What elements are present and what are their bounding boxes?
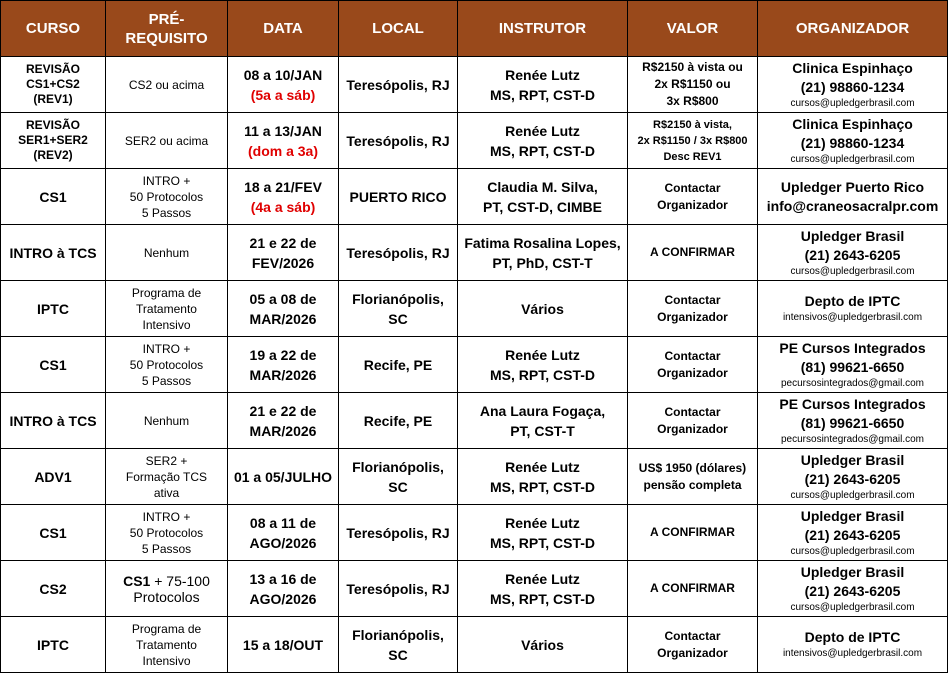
curso-line: CS1 xyxy=(39,356,67,373)
cell-pre-requisito xyxy=(106,617,228,673)
valor-line: R$2150 à vista ou xyxy=(642,60,743,74)
valor-line: 3x R$800 xyxy=(666,94,719,108)
instrutor-line: Ana Laura Fogaça, xyxy=(479,402,606,419)
cell-data xyxy=(228,169,339,225)
valor-line: Organizador xyxy=(657,421,728,436)
pre-line: INTRO + xyxy=(142,509,191,524)
valor-line: Organizador xyxy=(657,309,728,324)
table-row xyxy=(1,617,948,673)
cell-organizador xyxy=(758,449,948,505)
instrutor-line: PT, PhD, CST-T xyxy=(492,254,593,271)
pre-line: Intensivo xyxy=(142,317,191,332)
instrutor-line: MS, RPT, CST-D xyxy=(489,478,595,495)
instrutor-line: Renée Lutz xyxy=(505,458,580,475)
cell-curso xyxy=(1,113,106,169)
organizador-email: cursos@upledgerbrasil.com xyxy=(790,489,915,501)
table-row xyxy=(1,169,948,225)
cell-pre-requisito xyxy=(106,113,228,169)
organizador-phone: (81) 99621-6650 xyxy=(800,358,905,375)
cell-local xyxy=(339,393,458,449)
curso-line: REVISÃO xyxy=(25,118,80,132)
pre-line: Programa de xyxy=(131,621,202,636)
instrutor-line: MS, RPT, CST-D xyxy=(489,590,595,607)
cell-instrutor xyxy=(458,561,628,617)
local-line: Teresópolis, RJ xyxy=(346,580,450,597)
valor-line: 2x R$1150 / 3x R$800 xyxy=(637,134,748,147)
curso-line: REVISÃO xyxy=(25,62,80,76)
cell-data xyxy=(228,57,339,113)
cell-organizador xyxy=(758,393,948,449)
organizador-email: intensivos@upledgerbrasil.com xyxy=(782,648,923,659)
data-line: 21 e 22 de xyxy=(249,234,317,251)
cell-data xyxy=(228,281,339,337)
organizador-email: cursos@upledgerbrasil.com xyxy=(790,265,915,277)
cell-data xyxy=(228,225,339,281)
data-weekday-note: (4a a sáb) xyxy=(250,198,316,215)
cell-organizador xyxy=(758,281,948,337)
organizador-name: PE Cursos Integrados xyxy=(779,339,926,356)
pre-line: CS2 ou acima xyxy=(128,77,205,92)
organizador-name: Clinica Espinhaço xyxy=(792,59,913,76)
pre-line: 5 Passos xyxy=(141,373,192,388)
cell-organizador xyxy=(758,225,948,281)
pre-line: 5 Passos xyxy=(141,541,192,556)
organizador-phone: (21) 98860-1234 xyxy=(800,78,905,95)
cell-valor xyxy=(628,617,758,673)
valor-line: A CONFIRMAR xyxy=(650,581,735,595)
pre-line: Nenhum xyxy=(143,245,190,260)
cell-pre-requisito xyxy=(106,449,228,505)
cell-curso xyxy=(1,57,106,113)
curso-line: (REV1) xyxy=(33,92,73,106)
organizador-phone: (21) 2643-6205 xyxy=(804,246,901,263)
cell-local xyxy=(339,561,458,617)
cell-curso xyxy=(1,617,106,673)
cell-organizador xyxy=(758,337,948,393)
cell-valor xyxy=(628,561,758,617)
table-row xyxy=(1,57,948,113)
cell-curso xyxy=(1,393,106,449)
data-line: AGO/2026 xyxy=(249,590,317,607)
instrutor-line: MS, RPT, CST-D xyxy=(489,534,595,551)
local-line: PUERTO RICO xyxy=(349,188,447,205)
instrutor-line: Renée Lutz xyxy=(505,346,580,363)
valor-line: US$ 1950 (dólares) xyxy=(638,460,747,475)
organizador-email: pecursosintegrados@gmail.com xyxy=(781,433,924,445)
local-line: Florianópolis, xyxy=(352,626,444,643)
instrutor-line: Renée Lutz xyxy=(505,514,580,531)
pre-text: + 75-100 xyxy=(150,572,210,589)
cell-local xyxy=(339,57,458,113)
valor-line: pensão completa xyxy=(643,477,742,492)
cell-pre-requisito xyxy=(106,281,228,337)
data-line: 05 a 08 de xyxy=(249,290,317,307)
instrutor-line: Vários xyxy=(521,636,564,653)
pre-line xyxy=(108,573,225,589)
curso-line: IPTC xyxy=(37,636,69,653)
organizador-name: Upledger Brasil xyxy=(800,451,905,468)
valor-line: A CONFIRMAR xyxy=(650,245,735,259)
cell-instrutor xyxy=(458,113,628,169)
cell-pre-requisito xyxy=(106,393,228,449)
cell-local xyxy=(339,449,458,505)
table-row xyxy=(1,561,948,617)
local-line: Florianópolis, xyxy=(352,290,444,307)
curso-line: INTRO à TCS xyxy=(9,412,97,429)
organizador-email: cursos@upledgerbrasil.com xyxy=(790,545,915,557)
local-line: SC xyxy=(388,310,408,327)
pre-line: Tratamento xyxy=(136,637,197,652)
cell-organizador xyxy=(758,169,948,225)
pre-line: Nenhum xyxy=(143,413,190,428)
cell-instrutor xyxy=(458,393,628,449)
pre-line: 50 Protocolos xyxy=(129,357,204,372)
organizador-phone: (21) 98860-1234 xyxy=(800,134,905,151)
cell-local xyxy=(339,617,458,673)
valor-line: Contactar xyxy=(664,180,721,195)
table-row xyxy=(1,113,948,169)
cell-pre-requisito xyxy=(106,337,228,393)
cell-organizador xyxy=(758,561,948,617)
cell-data xyxy=(228,337,339,393)
valor-line: Contactar xyxy=(664,404,721,419)
table-row xyxy=(1,393,948,449)
header-pre-requisito xyxy=(106,1,228,57)
curso-line: CS1+CS2 xyxy=(26,77,80,91)
instrutor-line: PT, CST-D, CIMBE xyxy=(482,198,602,215)
pre-line: 50 Protocolos xyxy=(129,189,204,204)
pre-line: ativa xyxy=(153,485,180,500)
cell-valor xyxy=(628,225,758,281)
cell-pre-requisito xyxy=(106,561,228,617)
cell-curso xyxy=(1,449,106,505)
valor-line: A CONFIRMAR xyxy=(650,525,735,539)
pre-line: SER2 ou acima xyxy=(124,133,209,148)
instrutor-line: MS, RPT, CST-D xyxy=(489,142,595,159)
cell-valor xyxy=(628,169,758,225)
data-line: 15 a 18/OUT xyxy=(242,636,324,653)
header-instrutor: INSTRUTOR xyxy=(458,1,628,57)
organizador-phone: (21) 2643-6205 xyxy=(804,582,901,599)
cell-instrutor xyxy=(458,337,628,393)
cell-local xyxy=(339,225,458,281)
table-row xyxy=(1,337,948,393)
cell-valor xyxy=(628,113,758,169)
cell-local xyxy=(339,169,458,225)
instrutor-line: MS, RPT, CST-D xyxy=(489,366,595,383)
organizador-email: intensivos@upledgerbrasil.com xyxy=(782,312,923,323)
pre-line: Intensivo xyxy=(142,653,191,668)
valor-line: Contactar xyxy=(664,628,721,643)
organizador-phone: (21) 2643-6205 xyxy=(804,526,901,543)
valor-line: 2x R$1150 ou xyxy=(654,77,731,91)
organizador-name: Upledger Brasil xyxy=(800,227,905,244)
cell-curso xyxy=(1,169,106,225)
cell-data xyxy=(228,617,339,673)
header-row xyxy=(1,1,948,57)
cell-pre-requisito xyxy=(106,169,228,225)
valor-line: Organizador xyxy=(657,645,728,660)
cell-instrutor xyxy=(458,505,628,561)
pre-bold: CS1 xyxy=(123,572,151,589)
valor-line: R$2150 à vista, xyxy=(653,118,732,131)
organizador-phone: (21) 2643-6205 xyxy=(804,470,901,487)
cell-organizador xyxy=(758,505,948,561)
curso-line: INTRO à TCS xyxy=(9,244,97,261)
data-weekday-note: (5a a sáb) xyxy=(250,86,316,103)
cell-data xyxy=(228,393,339,449)
cell-local xyxy=(339,505,458,561)
data-line: 08 a 10/JAN xyxy=(243,66,323,83)
local-line: SC xyxy=(388,478,408,495)
table-row xyxy=(1,449,948,505)
cell-organizador xyxy=(758,113,948,169)
local-line: Teresópolis, RJ xyxy=(346,524,450,541)
local-line: SC xyxy=(388,646,408,663)
valor-line: Organizador xyxy=(657,197,728,212)
data-line: 01 a 05/JULHO xyxy=(233,468,333,485)
organizador-name: Upledger Brasil xyxy=(800,563,905,580)
cell-curso xyxy=(1,505,106,561)
organizador-email: cursos@upledgerbrasil.com xyxy=(790,97,915,109)
organizador-email: info@craneosacralpr.com xyxy=(766,197,939,214)
pre-line: SER2 + xyxy=(145,453,188,468)
organizador-email: pecursosintegrados@gmail.com xyxy=(781,377,924,389)
data-line: 11 a 13/JAN xyxy=(244,122,322,139)
organizador-email: cursos@upledgerbrasil.com xyxy=(790,601,915,613)
organizador-name: Upledger Puerto Rico xyxy=(780,178,925,195)
cell-curso xyxy=(1,225,106,281)
data-line: 19 a 22 de xyxy=(249,346,317,363)
local-line: Teresópolis, RJ xyxy=(346,132,450,149)
cell-valor xyxy=(628,337,758,393)
local-line: Teresópolis, RJ xyxy=(346,244,450,261)
cell-valor xyxy=(628,505,758,561)
cell-instrutor xyxy=(458,225,628,281)
table-body xyxy=(1,57,948,673)
cell-local xyxy=(339,337,458,393)
curso-line: CS1 xyxy=(39,524,67,541)
cell-valor xyxy=(628,393,758,449)
cell-instrutor xyxy=(458,281,628,337)
local-line: Recife, PE xyxy=(363,412,433,429)
cell-data xyxy=(228,449,339,505)
instrutor-line: Renée Lutz xyxy=(505,570,580,587)
header-pre-line2: REQUISITO xyxy=(125,29,208,47)
organizador-name: Depto de IPTC xyxy=(804,293,901,309)
cell-pre-requisito xyxy=(106,505,228,561)
table-row xyxy=(1,281,948,337)
header-valor: VALOR xyxy=(628,1,758,57)
data-line: MAR/2026 xyxy=(249,422,317,439)
organizador-email: cursos@upledgerbrasil.com xyxy=(790,153,915,165)
data-weekday-note: (dom a 3a) xyxy=(247,142,318,159)
organizador-name: PE Cursos Integrados xyxy=(779,395,926,412)
instrutor-line: Fatima Rosalina Lopes, xyxy=(464,234,621,251)
local-line: Florianópolis, xyxy=(352,458,444,475)
data-line: MAR/2026 xyxy=(249,366,317,383)
pre-line: Formação TCS xyxy=(125,469,208,484)
cell-valor xyxy=(628,281,758,337)
cell-curso xyxy=(1,561,106,617)
valor-line: Organizador xyxy=(657,365,728,380)
cell-data xyxy=(228,561,339,617)
cell-valor xyxy=(628,449,758,505)
cell-instrutor xyxy=(458,169,628,225)
cell-data xyxy=(228,505,339,561)
data-line: FEV/2026 xyxy=(251,254,315,271)
cell-instrutor xyxy=(458,617,628,673)
valor-line: Contactar xyxy=(664,348,721,363)
instrutor-line: Vários xyxy=(521,300,564,317)
data-line: MAR/2026 xyxy=(249,310,317,327)
cell-instrutor xyxy=(458,57,628,113)
curso-line: SER1+SER2 xyxy=(18,133,88,147)
header-data: DATA xyxy=(228,1,339,57)
curso-line: IPTC xyxy=(37,300,69,317)
cell-local xyxy=(339,281,458,337)
valor-line: Desc REV1 xyxy=(663,150,722,163)
curso-line: CS1 xyxy=(39,188,67,205)
organizador-name: Upledger Brasil xyxy=(800,507,905,524)
cell-curso xyxy=(1,281,106,337)
pre-line: INTRO + xyxy=(142,173,191,188)
header-pre-line1: PRÉ- xyxy=(148,10,185,28)
pre-line: Protocolos xyxy=(133,588,200,605)
instrutor-line: Renée Lutz xyxy=(505,122,580,139)
table-row xyxy=(1,505,948,561)
data-line: 08 a 11 de xyxy=(249,514,317,531)
pre-line: 50 Protocolos xyxy=(129,525,204,540)
instrutor-line: PT, CST-T xyxy=(510,422,575,439)
instrutor-line: MS, RPT, CST-D xyxy=(489,86,595,103)
curso-line: (REV2) xyxy=(33,148,73,162)
cell-local xyxy=(339,113,458,169)
cell-instrutor xyxy=(458,449,628,505)
pre-line: 5 Passos xyxy=(141,205,192,220)
data-line: 21 e 22 de xyxy=(249,402,317,419)
data-line: AGO/2026 xyxy=(249,534,317,551)
instrutor-line: Claudia M. Silva, xyxy=(487,178,598,195)
cell-valor xyxy=(628,57,758,113)
cell-pre-requisito xyxy=(106,57,228,113)
curso-line: CS2 xyxy=(39,580,67,597)
cell-organizador xyxy=(758,57,948,113)
data-line: 13 a 16 de xyxy=(249,570,317,587)
cell-organizador xyxy=(758,617,948,673)
instrutor-line: Renée Lutz xyxy=(505,66,580,83)
organizador-name: Depto de IPTC xyxy=(804,629,901,645)
pre-line: INTRO + xyxy=(142,341,191,356)
header-local: LOCAL xyxy=(339,1,458,57)
cell-curso xyxy=(1,337,106,393)
organizador-phone: (81) 99621-6650 xyxy=(800,414,905,431)
cell-data xyxy=(228,113,339,169)
table-row xyxy=(1,225,948,281)
local-line: Recife, PE xyxy=(363,356,433,373)
local-line: Teresópolis, RJ xyxy=(346,76,450,93)
cell-pre-requisito xyxy=(106,225,228,281)
valor-line: Contactar xyxy=(664,292,721,307)
header-curso: CURSO xyxy=(1,1,106,57)
curso-line: ADV1 xyxy=(34,468,72,485)
header-organizador: ORGANIZADOR xyxy=(758,1,948,57)
pre-line: Programa de xyxy=(131,285,202,300)
organizador-name: Clinica Espinhaço xyxy=(792,115,913,132)
data-line: 18 a 21/FEV xyxy=(244,178,322,195)
pre-line: Tratamento xyxy=(136,301,197,316)
